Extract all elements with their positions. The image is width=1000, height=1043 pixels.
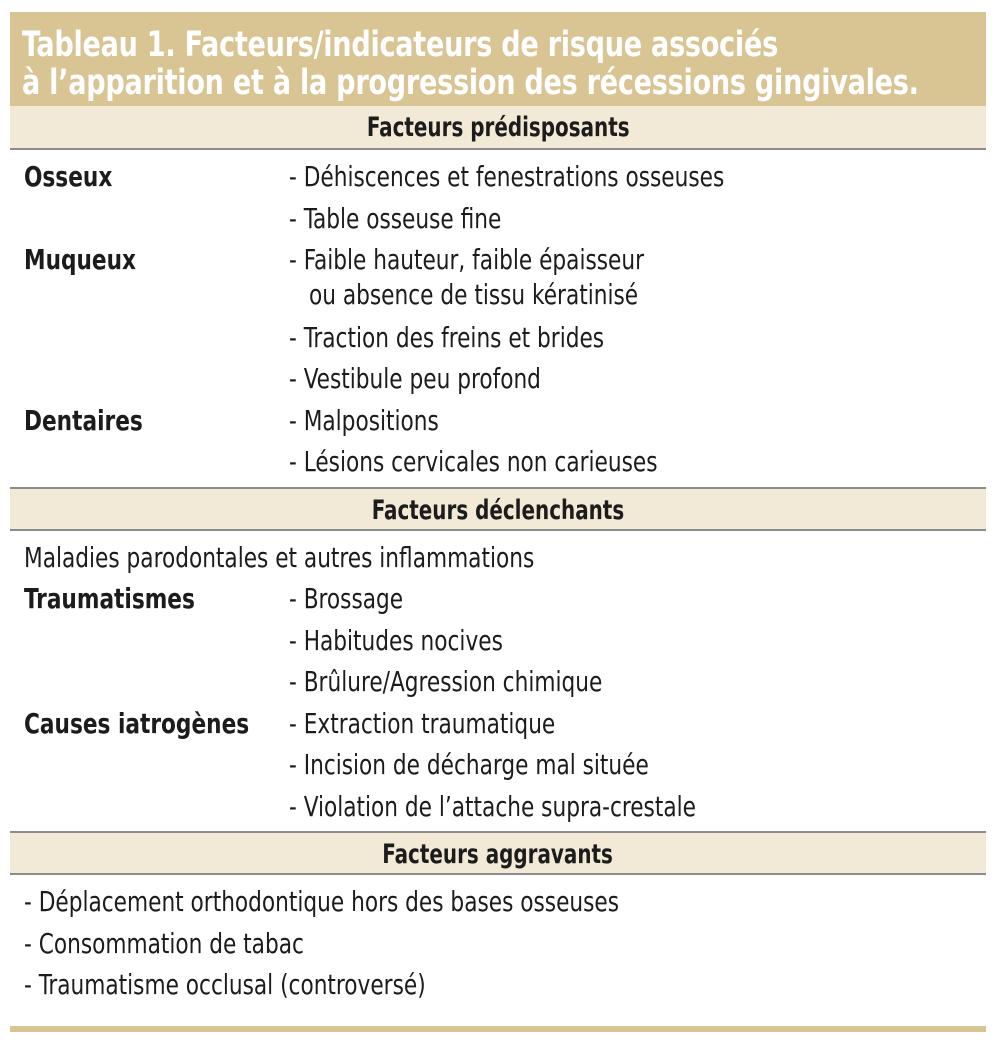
row-item: - Malpositions	[289, 403, 439, 437]
table-row	[24, 277, 986, 313]
section-body-predisposing	[10, 150, 986, 487]
row-label	[24, 661, 289, 703]
row-item: - Brûlure/Agression chimique	[289, 665, 603, 698]
row-item: - Faible hauteur, faible épaisseur	[289, 243, 645, 276]
row-label	[24, 786, 289, 828]
risk-factors-table	[10, 12, 986, 1032]
table-row	[24, 317, 986, 359]
row-item: - Extraction traumatique	[289, 706, 556, 740]
row-item: - Violation de l’attache supra-crestale	[289, 789, 696, 823]
table-row	[24, 537, 986, 579]
row-item: - Lésions cervicales non carieuses	[289, 445, 658, 478]
table-row	[24, 358, 986, 400]
row-item: - Déplacement orthodontique hors des bases osseuses	[24, 885, 620, 918]
section-heading-aggravating: Facteurs aggravants	[10, 831, 986, 875]
section-body-triggering	[10, 531, 986, 832]
table-row	[24, 703, 986, 745]
table-row	[24, 881, 986, 923]
row-label	[24, 744, 289, 786]
row-label	[24, 198, 289, 240]
section-body-aggravating	[10, 875, 986, 1010]
table-title-line-2: à l’apparition et à la progression des récessions gingivales.	[22, 63, 919, 103]
table-row	[24, 239, 986, 281]
row-item: - Déhiscences et fenestrations osseuses	[289, 160, 725, 193]
table-title-line-1: Tableau 1. Facteurs/indicateurs de risque associés	[22, 25, 778, 65]
table-row	[24, 964, 986, 1006]
row-item: - Traction des freins et brides	[289, 320, 605, 354]
row-item: - Habitudes nocives	[289, 623, 503, 657]
bottom-rule	[10, 1026, 986, 1032]
row-label	[24, 358, 289, 400]
row-item: - Vestibule peu profond	[289, 362, 541, 395]
table-row	[24, 620, 986, 662]
row-label: Muqueux	[24, 243, 137, 276]
table-title	[10, 12, 986, 106]
row-item: - Brossage	[289, 582, 404, 615]
table-row	[24, 744, 986, 786]
row-label	[24, 441, 289, 483]
section-heading-predisposing: Facteurs prédisposants	[10, 106, 986, 150]
table-row	[24, 578, 986, 620]
row-label	[24, 620, 289, 662]
table-row	[24, 198, 986, 240]
row-item: - Incision de décharge mal située	[289, 748, 649, 781]
row-item-continuation: ou absence de tissu kératinisé	[309, 277, 639, 311]
row-label: Dentaires	[24, 403, 143, 437]
row-label	[24, 277, 289, 313]
row-item: - Consommation de tabac	[24, 926, 304, 960]
row-label: Osseux	[24, 160, 113, 193]
table-row	[24, 156, 986, 198]
table-row	[24, 441, 986, 483]
row-item: - Traumatisme occlusal (controversé)	[24, 968, 426, 1001]
row-label	[24, 317, 289, 359]
table-row	[24, 786, 986, 828]
row-label: Traumatismes	[24, 582, 195, 615]
table-row	[24, 400, 986, 442]
table-row	[24, 661, 986, 703]
row-item: - Table osseuse fine	[289, 201, 502, 235]
section-heading-triggering: Facteurs déclenchants	[10, 487, 986, 531]
row-label: Causes iatrogènes	[24, 706, 250, 740]
table-row	[24, 923, 986, 965]
section-intro: Maladies parodontales et autres inflammations	[24, 540, 535, 574]
